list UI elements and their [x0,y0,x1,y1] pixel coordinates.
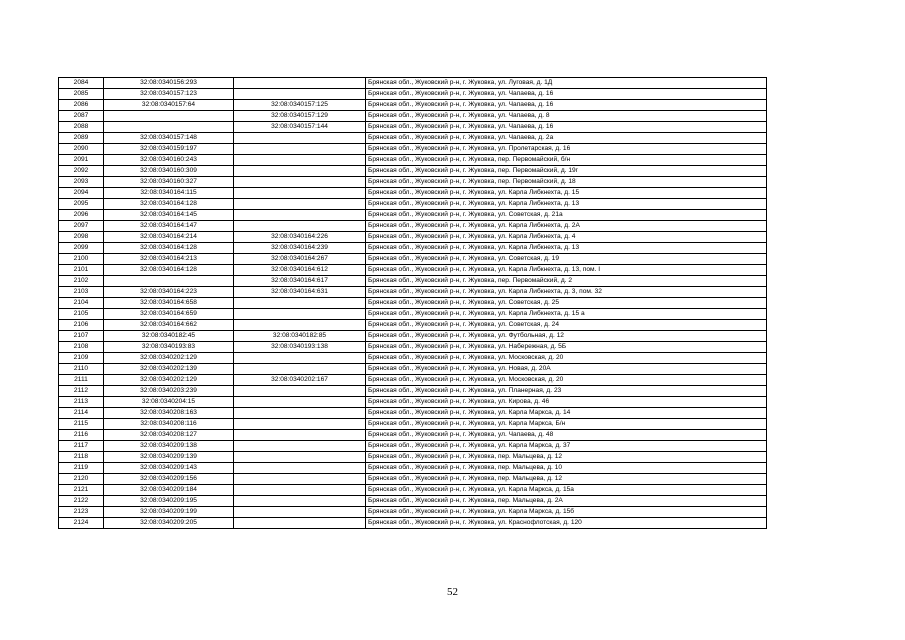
address-cell: Брянская обл., Жуковский р-н, г. Жуковка, ул. Московская, д. 20 [366,353,767,364]
cadastral-number-cell: 32:08:0340164:662 [104,320,234,331]
linked-cadastral-number-cell [234,144,366,155]
address-cell: Брянская обл., Жуковский р-н, г. Жуковка, пер. Мальцева, д. 2А [366,496,767,507]
linked-cadastral-number-cell [234,155,366,166]
table-row [59,474,767,485]
linked-cadastral-number-cell [234,364,366,375]
address-cell: Брянская обл., Жуковский р-н, г. Жуковка, ул. Карла Либкнехта, д. 3, пом. 32 [366,287,767,298]
linked-cadastral-number-cell: 32:08:0340157:125 [234,100,366,111]
table-row [59,441,767,452]
cadastral-number-cell: 32:08:0340208:127 [104,430,234,441]
table-row [59,518,767,529]
cadastral-number-cell: 32:08:0340164:214 [104,232,234,243]
page-number: 52 [447,586,458,598]
row-number-cell: 2119 [59,463,104,474]
cadastral-number-cell: 32:08:0340157:123 [104,89,234,100]
table-row [59,111,767,122]
address-cell: Брянская обл., Жуковский р-н, г. Жуковка, ул. Кирова, д. 46 [366,397,767,408]
cadastral-number-cell: 32:08:0340209:139 [104,452,234,463]
cadastral-number-cell: 32:08:0340164:128 [104,199,234,210]
table-row [59,353,767,364]
address-cell: Брянская обл., Жуковский р-н, г. Жуковка, ул. Чапаева, д. 8 [366,111,767,122]
row-number-cell: 2100 [59,254,104,265]
row-number-cell: 2090 [59,144,104,155]
cadastral-number-cell: 32:08:0340164:658 [104,298,234,309]
address-cell: Брянская обл., Жуковский р-н, г. Жуковка, ул. Карла Либкнехта, д. 15 а [366,309,767,320]
address-cell: Брянская обл., Жуковский р-н, г. Жуковка, пер. Первомайский, д. 19г [366,166,767,177]
table-row [59,419,767,430]
row-number-cell: 2111 [59,375,104,386]
row-number-cell: 2101 [59,265,104,276]
address-cell: Брянская обл., Жуковский р-н, г. Жуковка, ул. Карла Маркса, д. 37 [366,441,767,452]
linked-cadastral-number-cell: 32:08:0340182:85 [234,331,366,342]
row-number-cell: 2094 [59,188,104,199]
row-number-cell: 2097 [59,221,104,232]
cadastral-number-cell: 32:08:0340208:116 [104,419,234,430]
cadastral-number-cell: 32:08:0340164:145 [104,210,234,221]
address-cell: Брянская обл., Жуковский р-н, г. Жуковка, ул. Карла Либкнехта, д. 13 [366,243,767,254]
linked-cadastral-number-cell [234,397,366,408]
linked-cadastral-number-cell [234,474,366,485]
cadastral-number-cell: 32:08:0340209:138 [104,441,234,452]
linked-cadastral-number-cell [234,320,366,331]
linked-cadastral-number-cell: 32:08:0340157:129 [234,111,366,122]
cadastral-number-cell: 32:08:0340209:205 [104,518,234,529]
table-row [59,507,767,518]
address-cell: Брянская обл., Жуковский р-н, г. Жуковка, ул. Набережная, д. 5Б [366,342,767,353]
linked-cadastral-number-cell [234,408,366,419]
row-number-cell: 2109 [59,353,104,364]
table-row [59,496,767,507]
address-cell: Брянская обл., Жуковский р-н, г. Жуковка, ул. Чапаева, д. 48 [366,430,767,441]
cadastral-number-cell: 32:08:0340160:243 [104,155,234,166]
linked-cadastral-number-cell [234,221,366,232]
address-cell: Брянская обл., Жуковский р-н, г. Жуковка, ул. Карла Либкнехта, д. 15 [366,188,767,199]
linked-cadastral-number-cell [234,463,366,474]
cadastral-number-cell: 32:08:0340193:83 [104,342,234,353]
linked-cadastral-number-cell [234,133,366,144]
linked-cadastral-number-cell [234,441,366,452]
linked-cadastral-number-cell [234,353,366,364]
address-cell: Брянская обл., Жуковский р-н, г. Жуковка, ул. Планерная, д. 23 [366,386,767,397]
cadastral-number-cell: 32:08:0340164:659 [104,309,234,320]
address-cell: Брянская обл., Жуковский р-н, г. Жуковка, пер. Мальцева, д. 12 [366,474,767,485]
row-number-cell: 2086 [59,100,104,111]
row-number-cell: 2123 [59,507,104,518]
table-row [59,133,767,144]
row-number-cell: 2122 [59,496,104,507]
linked-cadastral-number-cell: 32:08:0340157:144 [234,122,366,133]
address-cell: Брянская обл., Жуковский р-н, г. Жуковка, ул. Советская, д. 24 [366,320,767,331]
linked-cadastral-number-cell [234,386,366,397]
table-row [59,166,767,177]
row-number-cell: 2096 [59,210,104,221]
address-cell: Брянская обл., Жуковский р-н, г. Жуковка, ул. Новая, д. 20А [366,364,767,375]
row-number-cell: 2087 [59,111,104,122]
table-row [59,408,767,419]
address-cell: Брянская обл., Жуковский р-н, г. Жуковка, ул. Луговая, д. 1Д [366,78,767,89]
address-cell: Брянская обл., Жуковский р-н, г. Жуковка, ул. Советская, д. 21а [366,210,767,221]
cadastral-number-cell: 32:08:0340208:163 [104,408,234,419]
linked-cadastral-number-cell [234,419,366,430]
row-number-cell: 2116 [59,430,104,441]
cadastral-number-cell: 32:08:0340164:223 [104,287,234,298]
address-cell: Брянская обл., Жуковский р-н, г. Жуковка, ул. Карла Либкнехта, д. 13 [366,199,767,210]
table-row [59,78,767,89]
cadastral-number-cell: 32:08:0340164:128 [104,265,234,276]
row-number-cell: 2092 [59,166,104,177]
row-number-cell: 2095 [59,199,104,210]
linked-cadastral-number-cell [234,177,366,188]
address-cell: Брянская обл., Жуковский р-н, г. Жуковка, ул. Краснофлотская, д. 120 [366,518,767,529]
row-number-cell: 2088 [59,122,104,133]
table-row [59,232,767,243]
table-row [59,320,767,331]
cadastral-number-cell: 32:08:0340159:197 [104,144,234,155]
linked-cadastral-number-cell: 32:08:0340164:612 [234,265,366,276]
linked-cadastral-number-cell [234,518,366,529]
address-cell: Брянская обл., Жуковский р-н, г. Жуковка, ул. Карла Маркса, д. 14 [366,408,767,419]
address-cell: Брянская обл., Жуковский р-н, г. Жуковка, ул. Московская, д. 20 [366,375,767,386]
linked-cadastral-number-cell [234,199,366,210]
address-cell: Брянская обл., Жуковский р-н, г. Жуковка, пер. Первомайский, д. 18 [366,177,767,188]
row-number-cell: 2091 [59,155,104,166]
cadastral-number-cell [104,111,234,122]
row-number-cell: 2110 [59,364,104,375]
address-cell: Брянская обл., Жуковский р-н, г. Жуковка, пер. Первомайский, д. 2 [366,276,767,287]
row-number-cell: 2118 [59,452,104,463]
table-row [59,375,767,386]
cadastral-number-cell: 32:08:0340160:327 [104,177,234,188]
address-cell: Брянская обл., Жуковский р-н, г. Жуковка, ул. Чапаева, д. 16 [366,122,767,133]
row-number-cell: 2104 [59,298,104,309]
table-row [59,100,767,111]
address-cell: Брянская обл., Жуковский р-н, г. Жуковка, ул. Карла Маркса, д. 15б [366,507,767,518]
property-registry-table [58,77,767,529]
cadastral-number-cell: 32:08:0340209:199 [104,507,234,518]
table-row [59,276,767,287]
row-number-cell: 2089 [59,133,104,144]
address-cell: Брянская обл., Жуковский р-н, г. Жуковка, пер. Мальцева, д. 10 [366,463,767,474]
address-cell: Брянская обл., Жуковский р-н, г. Жуковка, ул. Пролетарская, д. 16 [366,144,767,155]
linked-cadastral-number-cell: 32:08:0340202:167 [234,375,366,386]
linked-cadastral-number-cell [234,430,366,441]
cadastral-number-cell: 32:08:0340209:143 [104,463,234,474]
cadastral-number-cell: 32:08:0340156:293 [104,78,234,89]
cadastral-number-cell [104,122,234,133]
row-number-cell: 2124 [59,518,104,529]
row-number-cell: 2113 [59,397,104,408]
address-cell: Брянская обл., Жуковский р-н, г. Жуковка, ул. Советская, д. 25 [366,298,767,309]
table-row [59,144,767,155]
linked-cadastral-number-cell: 32:08:0340193:138 [234,342,366,353]
table-row [59,309,767,320]
cadastral-number-cell: 32:08:0340202:129 [104,353,234,364]
table-row [59,265,767,276]
address-cell: Брянская обл., Жуковский р-н, г. Жуковка, пер. Мальцева, д. 12 [366,452,767,463]
cadastral-number-cell: 32:08:0340182:45 [104,331,234,342]
linked-cadastral-number-cell: 32:08:0340164:267 [234,254,366,265]
table-row [59,386,767,397]
table-row [59,298,767,309]
table-row [59,210,767,221]
row-number-cell: 2084 [59,78,104,89]
table-row [59,331,767,342]
table-row [59,188,767,199]
row-number-cell: 2106 [59,320,104,331]
row-number-cell: 2103 [59,287,104,298]
cadastral-number-cell: 32:08:0340157:64 [104,100,234,111]
table-row [59,463,767,474]
table-row [59,89,767,100]
row-number-cell: 2105 [59,309,104,320]
cadastral-number-cell: 32:08:0340209:195 [104,496,234,507]
table-row [59,485,767,496]
linked-cadastral-number-cell: 32:08:0340164:631 [234,287,366,298]
cadastral-number-cell: 32:08:0340203:239 [104,386,234,397]
row-number-cell: 2102 [59,276,104,287]
address-cell: Брянская обл., Жуковский р-н, г. Жуковка, ул. Карла Либкнехта, д. 4 [366,232,767,243]
cadastral-number-cell: 32:08:0340202:139 [104,364,234,375]
cadastral-number-cell [104,276,234,287]
row-number-cell: 2121 [59,485,104,496]
linked-cadastral-number-cell [234,485,366,496]
table-row [59,155,767,166]
address-cell: Брянская обл., Жуковский р-н, г. Жуковка, ул. Карла Маркса, Б/н [366,419,767,430]
linked-cadastral-number-cell [234,89,366,100]
table-row [59,452,767,463]
address-cell: Брянская обл., Жуковский р-н, г. Жуковка, ул. Карла Либкнехта, д. 2А [366,221,767,232]
row-number-cell: 2120 [59,474,104,485]
row-number-cell: 2085 [59,89,104,100]
cadastral-number-cell: 32:08:0340164:128 [104,243,234,254]
cadastral-number-cell: 32:08:0340209:184 [104,485,234,496]
address-cell: Брянская обл., Жуковский р-н, г. Жуковка, ул. Чапаева, д. 16 [366,89,767,100]
address-cell: Брянская обл., Жуковский р-н, г. Жуковка, ул. Футбольная, д. 12 [366,331,767,342]
row-number-cell: 2099 [59,243,104,254]
linked-cadastral-number-cell [234,210,366,221]
address-cell: Брянская обл., Жуковский р-н, г. Жуковка, ул. Карла Маркса, д. 15а [366,485,767,496]
cadastral-number-cell: 32:08:0340157:148 [104,133,234,144]
linked-cadastral-number-cell [234,496,366,507]
row-number-cell: 2112 [59,386,104,397]
linked-cadastral-number-cell [234,166,366,177]
row-number-cell: 2117 [59,441,104,452]
table-row [59,199,767,210]
linked-cadastral-number-cell [234,452,366,463]
linked-cadastral-number-cell [234,298,366,309]
linked-cadastral-number-cell: 32:08:0340164:617 [234,276,366,287]
table-row [59,430,767,441]
address-cell: Брянская обл., Жуковский р-н, г. Жуковка, ул. Карла Либкнехта, д. 13, пом. I [366,265,767,276]
table-row [59,243,767,254]
row-number-cell: 2107 [59,331,104,342]
table-row [59,342,767,353]
table-row [59,364,767,375]
linked-cadastral-number-cell: 32:08:0340164:239 [234,243,366,254]
cadastral-number-cell: 32:08:0340202:129 [104,375,234,386]
table-row [59,177,767,188]
linked-cadastral-number-cell [234,507,366,518]
cadastral-number-cell: 32:08:0340164:115 [104,188,234,199]
table-row [59,397,767,408]
cadastral-number-cell: 32:08:0340209:156 [104,474,234,485]
table-row [59,122,767,133]
linked-cadastral-number-cell [234,78,366,89]
linked-cadastral-number-cell [234,309,366,320]
cadastral-number-cell: 32:08:0340164:213 [104,254,234,265]
cadastral-number-cell: 32:08:0340160:309 [104,166,234,177]
row-number-cell: 2114 [59,408,104,419]
linked-cadastral-number-cell: 32:08:0340164:226 [234,232,366,243]
address-cell: Брянская обл., Жуковский р-н, г. Жуковка, ул. Чапаева, д. 2а [366,133,767,144]
table-row [59,287,767,298]
address-cell: Брянская обл., Жуковский р-н, г. Жуковка, ул. Чапаева, д. 16 [366,100,767,111]
address-cell: Брянская обл., Жуковский р-н, г. Жуковка, пер. Первомайский, б/н [366,155,767,166]
row-number-cell: 2108 [59,342,104,353]
table-row [59,254,767,265]
table-row [59,221,767,232]
linked-cadastral-number-cell [234,188,366,199]
table-body [59,78,767,529]
cadastral-number-cell: 32:08:0340204:15 [104,397,234,408]
row-number-cell: 2115 [59,419,104,430]
row-number-cell: 2098 [59,232,104,243]
row-number-cell: 2093 [59,177,104,188]
address-cell: Брянская обл., Жуковский р-н, г. Жуковка, ул. Советская, д. 19 [366,254,767,265]
cadastral-number-cell: 32:08:0340164:147 [104,221,234,232]
